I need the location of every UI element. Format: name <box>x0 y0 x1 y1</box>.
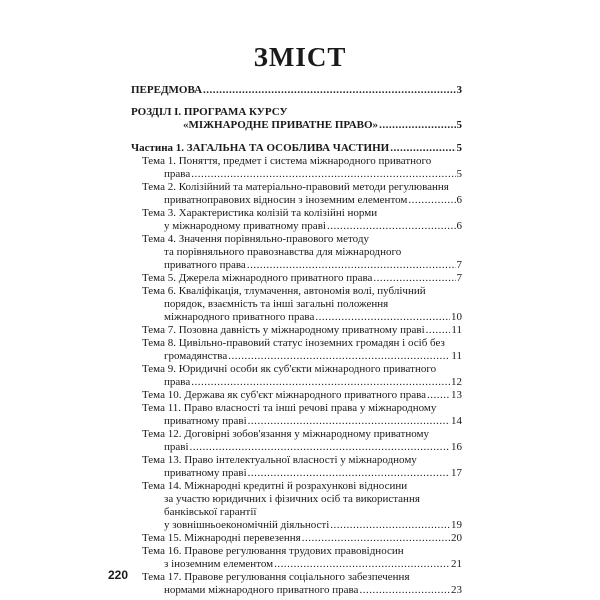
toc-text: міжнародного приватного права <box>164 311 315 323</box>
toc-line: Тема 9. Юридичні особи як суб'єкти міжнародного приватного <box>142 363 437 375</box>
toc-line <box>131 142 462 155</box>
toc-entry-topic-16[interactable] <box>142 545 462 571</box>
toc-line: банківської гарантії <box>164 506 257 518</box>
toc-entry-topic-15[interactable] <box>142 532 462 545</box>
dot-leader <box>191 168 455 181</box>
dot-leader <box>248 415 450 428</box>
dot-leader <box>330 519 450 532</box>
dot-leader <box>373 272 455 285</box>
dot-leader <box>228 350 450 363</box>
toc-text: приватному праві <box>164 467 247 479</box>
toc-text: з іноземним елементом <box>164 558 274 570</box>
toc-entry-topic-10[interactable] <box>142 389 462 402</box>
toc-page-number: 19 <box>451 519 462 531</box>
toc-line <box>142 194 462 207</box>
dot-leader <box>274 558 450 571</box>
toc-page-number: 11 <box>451 324 462 336</box>
dot-leader <box>315 311 450 324</box>
toc-line: Тема 3. Характеристика колізій та колізійні норми <box>142 207 378 219</box>
toc-line: Тема 12. Договірні зобов'язання у міжнародному приватному <box>142 428 429 440</box>
dot-leader <box>247 259 456 272</box>
toc-entry-preface[interactable] <box>131 84 462 97</box>
toc-line: Тема 4. Значення порівняльно-правового методу <box>142 233 369 245</box>
toc-entry-topic-12[interactable] <box>142 428 462 454</box>
toc-text: Частина 1. ЗАГАЛЬНА ТА ОСОБЛИВА ЧАСТИНИ <box>131 142 390 154</box>
toc-line: Тема 1. Поняття, предмет і система міжнародного приватного <box>142 155 432 167</box>
toc-entry-topic-1[interactable] <box>142 155 462 181</box>
toc-line <box>142 168 462 181</box>
toc-line: та порівняльного правознавства для міжнародного <box>164 246 402 258</box>
toc-line: РОЗДІЛ І. ПРОГРАМА КУРСУ <box>131 106 288 118</box>
toc-text: ПЕРЕДМОВА <box>131 84 203 96</box>
toc-page-number: 11 <box>451 350 462 362</box>
toc-text: Тема 7. Позовна давність у міжнародному приватному праві <box>142 324 425 336</box>
toc-text: приватному праві <box>164 415 247 427</box>
toc-line <box>142 532 462 545</box>
toc-entry-topic-11[interactable] <box>142 402 462 428</box>
toc-line <box>142 558 462 571</box>
dot-leader <box>379 119 455 132</box>
toc-page-number: 14 <box>451 415 462 427</box>
toc-entry-topic-9[interactable] <box>142 363 462 389</box>
dot-leader <box>427 389 450 402</box>
toc-page-number: 12 <box>451 376 462 388</box>
toc-line: порядок, взаємність та інші загальні положення <box>164 298 389 310</box>
toc-line: Тема 8. Цивільно-правовий статус іноземних громадян і осіб без <box>142 337 445 349</box>
toc-line <box>142 467 462 480</box>
dot-leader <box>203 84 455 97</box>
toc-line: Тема 17. Правове регулювання соціального забезпечення <box>142 571 410 583</box>
toc-page-number: 16 <box>451 441 462 453</box>
toc-text: права <box>164 168 191 180</box>
toc-line <box>142 519 462 532</box>
toc-line <box>142 311 462 324</box>
toc-entry-topic-8[interactable] <box>142 337 462 363</box>
toc-text: у міжнародному приватному праві <box>164 220 326 232</box>
dot-leader <box>248 467 450 480</box>
toc-line <box>142 441 462 454</box>
toc-text: нормами міжнародного приватного права <box>164 584 359 596</box>
toc-entry-topic-6[interactable] <box>142 285 462 324</box>
dot-leader <box>390 142 455 155</box>
dot-leader <box>190 441 450 454</box>
toc-page-number: 21 <box>451 558 462 570</box>
toc-text: праві <box>164 441 189 453</box>
toc-text: приватного права <box>164 259 246 271</box>
toc-entry-topic-14[interactable] <box>142 480 462 532</box>
toc-page-number: 5 <box>456 119 462 131</box>
toc-text: приватноправових відносин з іноземним елементом <box>164 194 408 206</box>
toc-line: Тема 6. Кваліфікація, тлумачення, автономія волі, публічний <box>142 285 426 297</box>
page-title: ЗМІСТ <box>253 42 347 72</box>
toc-line <box>142 324 462 337</box>
toc-entry-topic-5[interactable] <box>142 272 462 285</box>
toc-line <box>142 220 462 233</box>
toc-entry-topic-13[interactable] <box>142 454 462 480</box>
toc-page-number: 6 <box>456 194 462 206</box>
toc-text: Тема 5. Джерела міжнародного приватного права <box>142 272 373 284</box>
toc-page-number: 10 <box>451 311 462 323</box>
toc-line <box>142 389 462 402</box>
dot-leader <box>426 324 451 337</box>
toc-page-number: 7 <box>456 259 462 271</box>
toc-entry-topic-17[interactable] <box>142 571 462 597</box>
dot-leader <box>359 584 450 597</box>
toc-line <box>142 259 462 272</box>
dot-leader <box>302 532 450 545</box>
toc-line: Тема 11. Право власності та інші речові права у міжнародному <box>142 402 437 414</box>
toc-page-number: 6 <box>456 220 462 232</box>
toc-text: Тема 10. Держава як суб'єкт міжнародного приватного права <box>142 389 427 401</box>
toc-entry-topic-7[interactable] <box>142 324 462 337</box>
toc-entry-part-1[interactable] <box>131 142 462 155</box>
dot-leader <box>408 194 455 207</box>
dot-leader <box>191 376 450 389</box>
toc-page-number: 20 <box>451 532 462 544</box>
toc-page-number: 13 <box>451 389 462 401</box>
toc-line <box>142 584 462 597</box>
toc-text: права <box>164 376 191 388</box>
toc-entry-topic-2[interactable] <box>142 181 462 207</box>
toc-entry-topic-4[interactable] <box>142 233 462 272</box>
toc-line: за участю юридичних і фізичних осіб та використання <box>164 493 420 505</box>
toc-line: Тема 2. Колізійний та матеріально-правовий методи регулювання <box>142 181 449 193</box>
toc-text: громадянства <box>164 350 228 362</box>
toc-text: Тема 15. Міжнародні перевезення <box>142 532 301 544</box>
toc-line <box>142 350 462 363</box>
toc-page-number: 17 <box>451 467 462 479</box>
dot-leader <box>327 220 456 233</box>
toc-line: Тема 16. Правове регулювання трудових правовідносин <box>142 545 404 557</box>
toc-line: Тема 14. Міжнародні кредитні й розрахункові відносини <box>142 480 408 492</box>
toc-line <box>142 376 462 389</box>
toc-entry-topic-3[interactable] <box>142 207 462 233</box>
toc-line <box>142 415 462 428</box>
page-number: 220 <box>108 568 129 582</box>
toc-page-number: 7 <box>456 272 462 284</box>
toc-text: «МІЖНАРОДНЕ ПРИВАТНЕ ПРАВО» <box>183 119 379 131</box>
toc-line: Тема 13. Право інтелектуальної власності у міжнародному <box>142 454 417 466</box>
toc-text: у зовнішньоекономічній діяльності <box>164 519 330 531</box>
toc-line <box>131 84 462 97</box>
toc-page-number: 3 <box>456 84 462 96</box>
toc-page-number: 5 <box>456 168 462 180</box>
toc-page-number: 5 <box>456 142 462 154</box>
toc-line <box>131 119 462 132</box>
toc-line <box>142 272 462 285</box>
toc-page-number: 23 <box>451 584 462 596</box>
toc-entry-section-1[interactable] <box>131 106 462 132</box>
